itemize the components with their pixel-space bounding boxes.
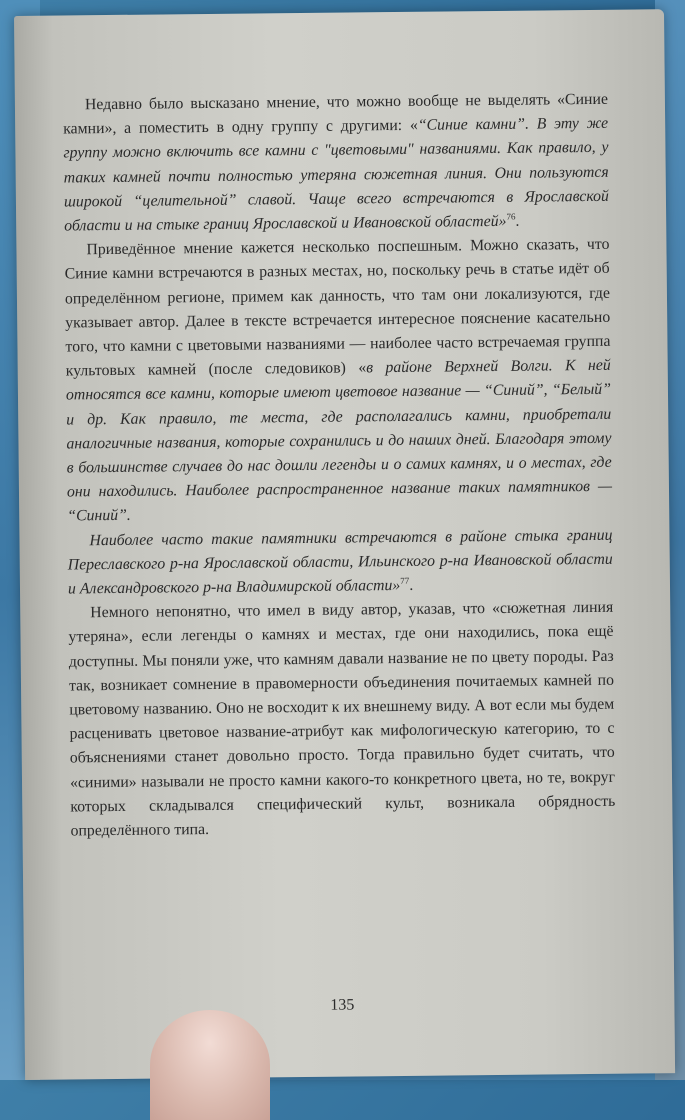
paragraph-3: [67, 523, 613, 601]
paragraph-4: [68, 596, 616, 844]
book-page: [14, 9, 675, 1080]
p1-quote-italic: “Синие камни”. В эту же группу можно включить все камни с "цветовыми" названиями. Как правило, у таких камней почти полностью утеряна сюжетная линия. Они пользуются широкой “целительной” славой. Чаще всего встречаются в Ярославской области и на стыке границ Ярославской и Ивановской областей»: [63, 114, 610, 235]
page-text: [63, 88, 616, 844]
p3-seg-end: .: [409, 576, 414, 594]
p1-seg-0: Недавно было высказано мнение, что можно вообще не выделять «Синие камни», а поместить в одну группу с другими: «: [63, 90, 608, 138]
p3-quote-italic: Наиболее часто такие памятники встречаются в районе стыка границ Переславского р-на Ярославской области, Ильинского р-на Ивановской области и Александровского р-на Владимирской области»: [67, 526, 613, 598]
page-number: 135: [330, 996, 355, 1014]
footnote-ref-77: 77: [400, 575, 410, 586]
paragraph-1: [63, 88, 609, 239]
paragraph-2: [64, 233, 612, 529]
p2-seg-0: Приведённое мнение кажется несколько поспешным. Можно сказать, что Синие камни встречаются в разных местах, но, поскольку речь в статье идёт об определённом регионе, примем как данность, что там они локализуются, где указывает автор. Далее в тексте встречается интересное пояснение касательно того, что камни с цветовыми названиями — наиболее часто встречаемая группа культовых камней (после следовиков) «: [64, 235, 611, 380]
p4-seg-0: Немного непонятно, что имел в виду автор, указав, что «сюжетная линия утеряна», если легенды о камнях и местах, где они находились, пока ещё доступны. Мы поняли уже, что камням давали название не по цвету породы. Раз так, возникает сомнение в правомерности объединения почитаемых камней по цветовому названию. Оно не восходит к их внешнему виду. А вот если мы будем расценивать цветовое название-атрибут как мифологическую категорию, то с объяснениями станет довольно просто. Тогда правильно будет считать, что «синими» называли не просто камни какого-то конкретного цвета, но те, вокруг которых складывался специфический культ, возникала обрядность определённого типа.: [68, 599, 616, 840]
p2-quote-italic: в районе Верхней Волги. К ней относятся все камни, которые имеют цветовое название — “Синий”, “Белый” и др. Как правило, те места, где располагались камни, приобретали аналогичные названия, которые сохранились и до наших дней. Благодаря этому в большинстве случаев до нас дошли легенды и о самих камнях, и о местах, где они находились. Наиболее распространенное название таких памятников — “Синий”.: [65, 357, 613, 525]
p1-seg-end: .: [515, 212, 520, 230]
thumb-finger: [150, 1010, 270, 1120]
footnote-ref-76: 76: [506, 211, 516, 222]
